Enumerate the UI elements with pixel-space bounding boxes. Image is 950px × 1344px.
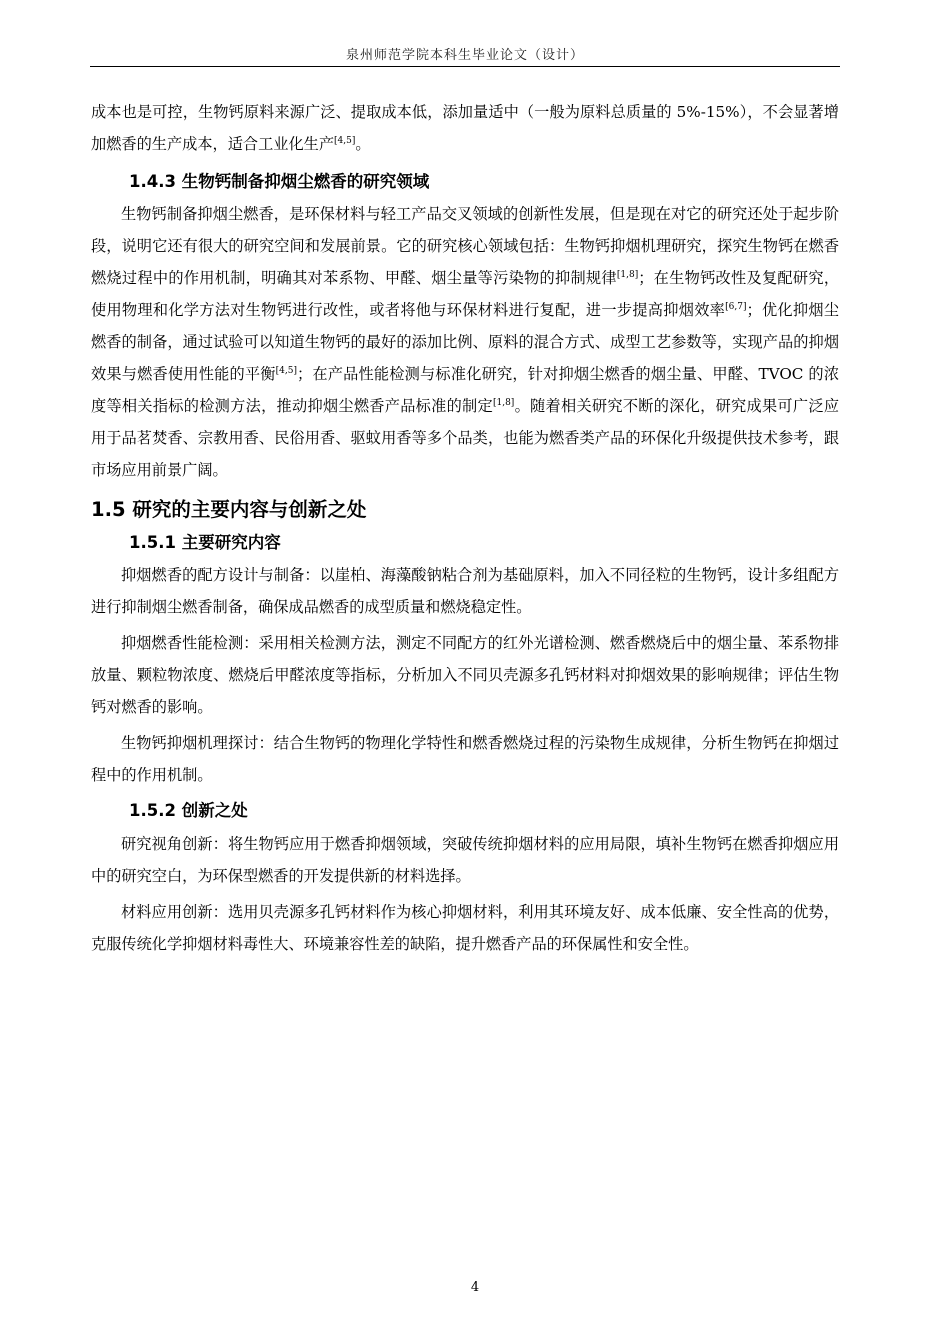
citation: [4,5] (334, 135, 356, 146)
paragraph-cost-text: 成本也是可控，生物钙原料来源广泛、提取成本低，添加量适中（一般为原料总质量的 5%-15%），不会显著增加燃香的生产成本，适合工业化生产 (91, 103, 839, 153)
text-run: 生物钙制备抑烟尘燃香，是环保材料与轻工产品交叉领域的创新性发展，但是现在对它的研究还处于起步阶段，说明它还有很大的研究空间和发展前景。它的研究核心领域包括：生物钙抑烟机理研究，探究生物钙在燃香燃烧过程中的作用机制，明确其对苯系物、甲醛、烟尘量等污染物的抑制规律 (91, 205, 839, 287)
text-run: 。随着相关研究不断的深化，研究成果可广泛应用于品茗焚香、宗教用香、民俗用香、驱蚊用香等多个品类，也能为燃香类产品的环保化升级提供技术参考，跟市场应用前景广阔。 (91, 397, 840, 479)
paragraph-cost-tail: 。 (355, 135, 371, 153)
paragraph-mechanism: 生物钙抑烟机理探讨：结合生物钙的物理化学特性和燃香燃烧过程的污染物生成规律，分析生物钙在抑烟过程中的作用机制。 (91, 734, 839, 784)
citation: [6,7] (725, 301, 747, 312)
paragraph-formula-design: 抑烟燃香的配方设计与制备：以崖柏、海藻酸钠粘合剂为基础原料，加入不同径粒的生物钙，设计多组配方进行抑制烟尘燃香制备，确保成品燃香的成型质量和燃烧稳定性。 (91, 566, 839, 616)
paragraph-research-fields (91, 198, 839, 486)
citation: [1,8] (616, 269, 639, 280)
text-run: ；在产品性能检测与标准化研究，针对抑烟尘燃香的烟尘量、甲醛、TVOC 的浓度等相关指标的检测方法，推动抑烟尘燃香产品标准的制定 (91, 365, 840, 415)
heading-1-5: 1.5 研究的主要内容与创新之处 (91, 498, 367, 521)
text-run: ；在生物钙改性及复配研究，使用物理和化学方法对生物钙进行改性，或者将他与环保材料进行复配，进一步提高抑烟效率 (91, 269, 840, 319)
heading-1-5-1: 1.5.1 主要研究内容 (129, 533, 281, 552)
citation: [1,8] (492, 397, 515, 408)
paragraph-cost (91, 96, 839, 160)
text-run: ；优化抑烟尘燃香的制备，通过试验可以知道生物钙的最好的添加比例、原料的混合方式、成型工艺参数等，实现产品的抑烟效果与燃香使用性能的平衡 (91, 301, 840, 383)
page-number: 4 (470, 1280, 480, 1295)
header-rule (90, 66, 840, 67)
page-body (91, 96, 839, 960)
paragraph-material-innovation: 材料应用创新：选用贝壳源多孔钙材料作为核心抑烟材料，利用其环境友好、成本低廉、安全性高的优势，克服传统化学抑烟材料毒性大、环境兼容性差的缺陷，提升燃香产品的环保属性和安全性。 (91, 903, 839, 953)
paragraph-perspective-innovation: 研究视角创新：将生物钙应用于燃香抑烟领域，突破传统抑烟材料的应用局限，填补生物钙在燃香抑烟应用中的研究空白，为环保型燃香的开发提供新的材料选择。 (91, 835, 839, 885)
heading-1-4-3: 1.4.3 生物钙制备抑烟尘燃香的研究领域 (129, 172, 430, 191)
heading-1-5-2: 1.5.2 创新之处 (129, 801, 248, 820)
paragraph-performance-test: 抑烟燃香性能检测：采用相关检测方法，测定不同配方的红外光谱检测、燃香燃烧后中的烟尘量、苯系物排放量、颗粒物浓度、燃烧后甲醛浓度等指标，分析加入不同贝壳源多孔钙材料对抑烟效果的影响规律；评估生物钙对燃香的影响。 (91, 634, 839, 716)
running-header: 泉州师范学院本科生毕业论文（设计） (345, 48, 584, 63)
citation: [4,5] (275, 365, 297, 376)
